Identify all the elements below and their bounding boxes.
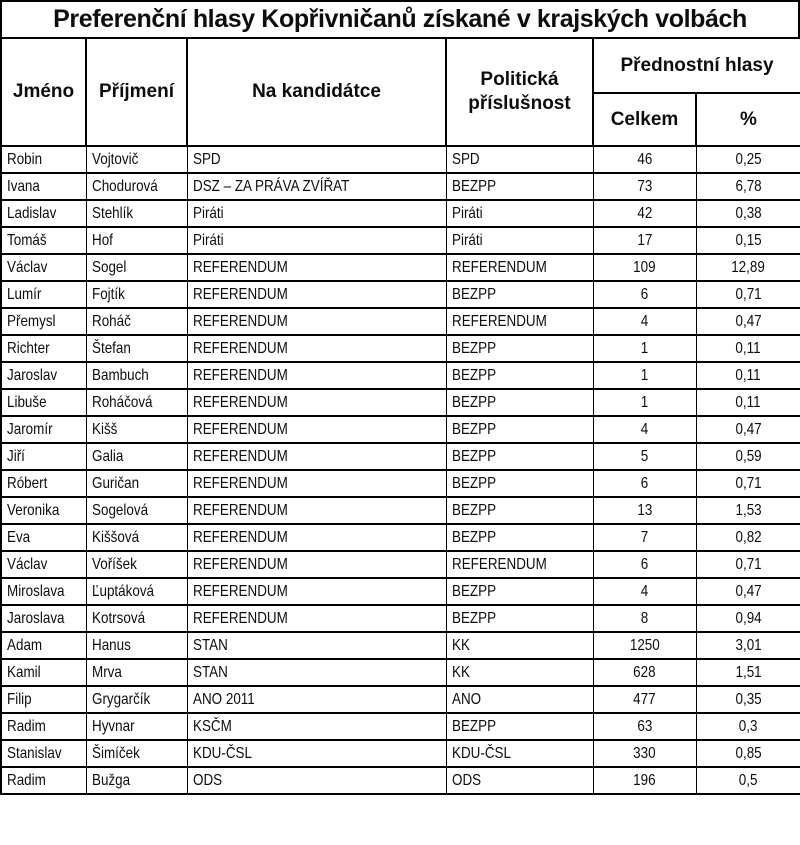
- table-row: [1, 659, 800, 686]
- candidate-list-cell: KDU-ČSL: [187, 740, 446, 767]
- table-row: [1, 362, 800, 389]
- affiliation-cell: KK: [446, 659, 593, 686]
- candidate-list-cell: ODS: [187, 767, 446, 794]
- percent-cell: 0,38: [696, 200, 800, 227]
- table-row: [1, 308, 800, 335]
- affiliation-cell: BEZPP: [446, 713, 593, 740]
- candidate-list-cell: REFERENDUM: [187, 470, 446, 497]
- table-header: [1, 38, 800, 146]
- last-name-cell: Šimíček: [86, 740, 187, 767]
- table-row: [1, 443, 800, 470]
- percent-cell: 6,78: [696, 173, 800, 200]
- first-name-cell: Veronika: [1, 497, 86, 524]
- total-votes-cell: 73: [593, 173, 696, 200]
- affiliation-cell: BEZPP: [446, 389, 593, 416]
- total-votes-cell: 8: [593, 605, 696, 632]
- first-name-cell: Přemysl: [1, 308, 86, 335]
- percent-cell: 0,47: [696, 308, 800, 335]
- last-name-cell: Bužga: [86, 767, 187, 794]
- percent-cell: 0,71: [696, 281, 800, 308]
- affiliation-cell: REFERENDUM: [446, 254, 593, 281]
- candidate-list-cell: SPD: [187, 146, 446, 173]
- last-name-cell: Chodurová: [86, 173, 187, 200]
- percent-cell: 0,11: [696, 335, 800, 362]
- column-header-percent: %: [696, 93, 800, 146]
- percent-cell: 0,25: [696, 146, 800, 173]
- affiliation-cell: ANO: [446, 686, 593, 713]
- total-votes-cell: 1: [593, 389, 696, 416]
- total-votes-cell: 13: [593, 497, 696, 524]
- candidate-list-cell: STAN: [187, 659, 446, 686]
- affiliation-cell: BEZPP: [446, 470, 593, 497]
- table-row: [1, 551, 800, 578]
- percent-cell: 0,35: [696, 686, 800, 713]
- last-name-cell: Vojtovič: [86, 146, 187, 173]
- candidate-list-cell: REFERENDUM: [187, 497, 446, 524]
- percent-cell: 0,71: [696, 551, 800, 578]
- table-row: [1, 335, 800, 362]
- table-row: [1, 389, 800, 416]
- total-votes-cell: 628: [593, 659, 696, 686]
- last-name-cell: Grygarčík: [86, 686, 187, 713]
- total-votes-cell: 4: [593, 578, 696, 605]
- total-votes-cell: 17: [593, 227, 696, 254]
- total-votes-cell: 4: [593, 416, 696, 443]
- total-votes-cell: 6: [593, 551, 696, 578]
- affiliation-cell: KK: [446, 632, 593, 659]
- last-name-cell: Roháč: [86, 308, 187, 335]
- first-name-cell: Róbert: [1, 470, 86, 497]
- table-row: [1, 767, 800, 794]
- last-name-cell: Roháčová: [86, 389, 187, 416]
- last-name-cell: Kotrsová: [86, 605, 187, 632]
- total-votes-cell: 477: [593, 686, 696, 713]
- last-name-cell: Kiššová: [86, 524, 187, 551]
- last-name-cell: Fojtík: [86, 281, 187, 308]
- candidate-list-cell: REFERENDUM: [187, 551, 446, 578]
- percent-cell: 0,47: [696, 578, 800, 605]
- first-name-cell: Radim: [1, 767, 86, 794]
- first-name-cell: Jaroslav: [1, 362, 86, 389]
- candidate-list-cell: Piráti: [187, 200, 446, 227]
- last-name-cell: Voříšek: [86, 551, 187, 578]
- table-row: [1, 740, 800, 767]
- total-votes-cell: 63: [593, 713, 696, 740]
- first-name-cell: Václav: [1, 254, 86, 281]
- column-header-last-name: Příjmení: [86, 38, 187, 146]
- table-row: [1, 524, 800, 551]
- last-name-cell: Stehlík: [86, 200, 187, 227]
- last-name-cell: Galia: [86, 443, 187, 470]
- first-name-cell: Eva: [1, 524, 86, 551]
- candidate-list-cell: STAN: [187, 632, 446, 659]
- candidate-list-cell: REFERENDUM: [187, 443, 446, 470]
- total-votes-cell: 6: [593, 281, 696, 308]
- column-header-candidate-list: Na kandidátce: [187, 38, 446, 146]
- table-row: [1, 713, 800, 740]
- table-row: [1, 470, 800, 497]
- last-name-cell: Kišš: [86, 416, 187, 443]
- total-votes-cell: 6: [593, 470, 696, 497]
- percent-cell: 12,89: [696, 254, 800, 281]
- first-name-cell: Robin: [1, 146, 86, 173]
- total-votes-cell: 109: [593, 254, 696, 281]
- first-name-cell: Radim: [1, 713, 86, 740]
- first-name-cell: Lumír: [1, 281, 86, 308]
- table-row: [1, 281, 800, 308]
- last-name-cell: Hanus: [86, 632, 187, 659]
- table-row: [1, 200, 800, 227]
- percent-cell: 0,15: [696, 227, 800, 254]
- first-name-cell: Jaromír: [1, 416, 86, 443]
- affiliation-cell: REFERENDUM: [446, 551, 593, 578]
- first-name-cell: Adam: [1, 632, 86, 659]
- percent-cell: 0,3: [696, 713, 800, 740]
- affiliation-cell: BEZPP: [446, 281, 593, 308]
- candidate-list-cell: Piráti: [187, 227, 446, 254]
- last-name-cell: Guričan: [86, 470, 187, 497]
- table-row: [1, 497, 800, 524]
- first-name-cell: Kamil: [1, 659, 86, 686]
- percent-cell: 0,94: [696, 605, 800, 632]
- affiliation-cell: Piráti: [446, 200, 593, 227]
- percent-cell: 0,5: [696, 767, 800, 794]
- table-row: [1, 416, 800, 443]
- table-row: [1, 632, 800, 659]
- first-name-cell: Miroslava: [1, 578, 86, 605]
- column-header-first-name: Jméno: [1, 38, 86, 146]
- total-votes-cell: 7: [593, 524, 696, 551]
- percent-cell: 0,82: [696, 524, 800, 551]
- candidate-list-cell: REFERENDUM: [187, 578, 446, 605]
- last-name-cell: Hyvnar: [86, 713, 187, 740]
- column-header-affiliation: Politická příslušnost: [446, 38, 593, 146]
- affiliation-cell: BEZPP: [446, 362, 593, 389]
- first-name-cell: Stanislav: [1, 740, 86, 767]
- percent-cell: 1,53: [696, 497, 800, 524]
- column-header-pref-votes-group: Přednostní hlasy: [593, 38, 800, 93]
- table-body: [1, 146, 800, 794]
- first-name-cell: Filip: [1, 686, 86, 713]
- candidate-list-cell: ANO 2011: [187, 686, 446, 713]
- affiliation-cell: SPD: [446, 146, 593, 173]
- total-votes-cell: 5: [593, 443, 696, 470]
- table-row: [1, 146, 800, 173]
- affiliation-cell: BEZPP: [446, 578, 593, 605]
- total-votes-cell: 330: [593, 740, 696, 767]
- candidate-list-cell: REFERENDUM: [187, 254, 446, 281]
- affiliation-cell: BEZPP: [446, 605, 593, 632]
- percent-cell: 0,59: [696, 443, 800, 470]
- table-row: [1, 254, 800, 281]
- table-row: [1, 605, 800, 632]
- first-name-cell: Libuše: [1, 389, 86, 416]
- last-name-cell: Ľuptáková: [86, 578, 187, 605]
- column-header-total: Celkem: [593, 93, 696, 146]
- affiliation-cell: BEZPP: [446, 443, 593, 470]
- table-row: [1, 686, 800, 713]
- affiliation-cell: BEZPP: [446, 335, 593, 362]
- percent-cell: 0,85: [696, 740, 800, 767]
- total-votes-cell: 196: [593, 767, 696, 794]
- last-name-cell: Hof: [86, 227, 187, 254]
- candidate-list-cell: REFERENDUM: [187, 335, 446, 362]
- total-votes-cell: 42: [593, 200, 696, 227]
- last-name-cell: Bambuch: [86, 362, 187, 389]
- first-name-cell: Tomáš: [1, 227, 86, 254]
- candidate-list-cell: REFERENDUM: [187, 308, 446, 335]
- votes-table: [0, 37, 800, 795]
- percent-cell: 0,11: [696, 389, 800, 416]
- affiliation-cell: ODS: [446, 767, 593, 794]
- first-name-cell: Jiří: [1, 443, 86, 470]
- candidate-list-cell: KSČM: [187, 713, 446, 740]
- total-votes-cell: 4: [593, 308, 696, 335]
- affiliation-cell: REFERENDUM: [446, 308, 593, 335]
- total-votes-cell: 46: [593, 146, 696, 173]
- candidate-list-cell: DSZ – ZA PRÁVA ZVÍŘAT: [187, 173, 446, 200]
- first-name-cell: Richter: [1, 335, 86, 362]
- percent-cell: 0,47: [696, 416, 800, 443]
- first-name-cell: Václav: [1, 551, 86, 578]
- first-name-cell: Ivana: [1, 173, 86, 200]
- affiliation-cell: BEZPP: [446, 524, 593, 551]
- candidate-list-cell: REFERENDUM: [187, 524, 446, 551]
- last-name-cell: Sogel: [86, 254, 187, 281]
- total-votes-cell: 1: [593, 362, 696, 389]
- percent-cell: 1,51: [696, 659, 800, 686]
- candidate-list-cell: REFERENDUM: [187, 389, 446, 416]
- first-name-cell: Ladislav: [1, 200, 86, 227]
- percent-cell: 3,01: [696, 632, 800, 659]
- affiliation-cell: KDU-ČSL: [446, 740, 593, 767]
- candidate-list-cell: REFERENDUM: [187, 605, 446, 632]
- table-row: [1, 227, 800, 254]
- last-name-cell: Sogelová: [86, 497, 187, 524]
- candidate-list-cell: REFERENDUM: [187, 362, 446, 389]
- table-row: [1, 173, 800, 200]
- affiliation-cell: BEZPP: [446, 173, 593, 200]
- last-name-cell: Štefan: [86, 335, 187, 362]
- page-title: Preferenční hlasy Kopřivničanů získané v krajských volbách: [0, 0, 800, 37]
- candidate-list-cell: REFERENDUM: [187, 416, 446, 443]
- last-name-cell: Mrva: [86, 659, 187, 686]
- total-votes-cell: 1: [593, 335, 696, 362]
- candidate-list-cell: REFERENDUM: [187, 281, 446, 308]
- percent-cell: 0,11: [696, 362, 800, 389]
- total-votes-cell: 1250: [593, 632, 696, 659]
- affiliation-cell: Piráti: [446, 227, 593, 254]
- affiliation-cell: BEZPP: [446, 416, 593, 443]
- table-row: [1, 578, 800, 605]
- affiliation-cell: BEZPP: [446, 497, 593, 524]
- first-name-cell: Jaroslava: [1, 605, 86, 632]
- percent-cell: 0,71: [696, 470, 800, 497]
